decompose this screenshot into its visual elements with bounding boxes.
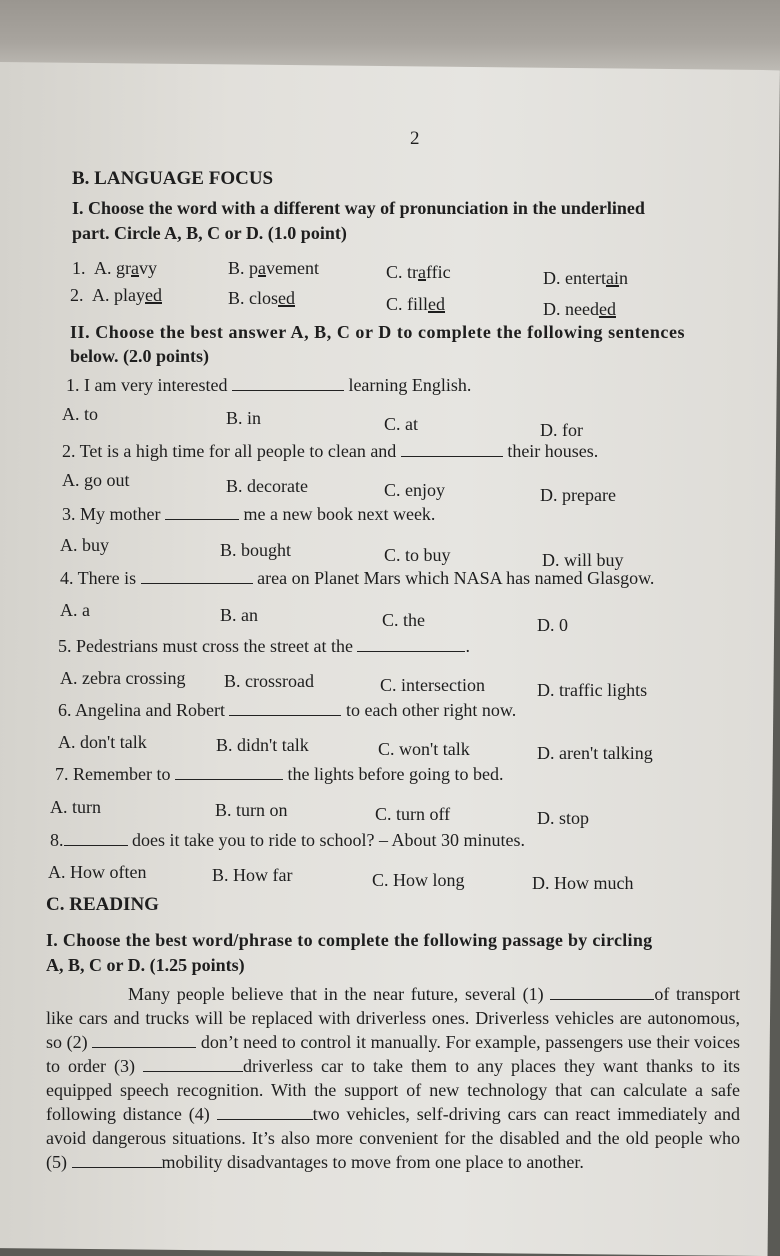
mc-q7-option-d[interactable]: D. stop	[537, 808, 590, 828]
mc-q4-option-d[interactable]: D. 0	[537, 615, 568, 635]
mc-q8-option-c[interactable]: C. How long	[372, 870, 465, 890]
pron-q1-option-d[interactable]: D. entertain	[543, 268, 628, 288]
passage-blank-4[interactable]	[217, 1105, 313, 1120]
mc-q5-option-a[interactable]: A. zebra crossing	[60, 668, 186, 688]
pron-q1-option-a[interactable]: A. gravy	[94, 258, 157, 278]
mc-q1-option-a[interactable]: A. to	[62, 404, 98, 424]
mc-q5-option-c[interactable]: C. intersection	[380, 675, 485, 695]
pron-q1-option-c[interactable]: C. traffic	[386, 262, 451, 282]
mc-q7-stem: 7. Remember to the lights before going to bed.	[55, 764, 504, 784]
mc-q2-blank[interactable]	[401, 442, 503, 457]
page-number: 2	[410, 128, 420, 149]
mc-q2-stem: 2. Tet is a high time for all people to clean and their houses.	[62, 441, 599, 461]
mc-q5-option-d[interactable]: D. traffic lights	[537, 680, 648, 700]
pron-q2-option-c[interactable]: C. filled	[386, 294, 446, 314]
mc-q2-option-b[interactable]: B. decorate	[226, 476, 308, 496]
mc-q6-option-b[interactable]: B. didn't talk	[216, 735, 309, 755]
mc-q5-stem: 5. Pedestrians must cross the street at the .	[58, 636, 470, 656]
mc-q4-blank[interactable]	[141, 569, 253, 584]
mc-q8-stem: 8. does it take you to ride to school? – About 30 minutes.	[50, 830, 525, 850]
mc-q3-blank[interactable]	[165, 505, 239, 520]
mc-q1-stem: 1. I am very interested learning English.	[66, 375, 472, 395]
pron-q2-option-d[interactable]: D. needed	[543, 299, 616, 319]
pron-q2-option-a[interactable]: A. played	[92, 285, 162, 305]
mc-q2-option-c[interactable]: C. enjoy	[384, 480, 445, 500]
mc-q3-option-b[interactable]: B. bought	[220, 540, 292, 560]
mc-q3-option-d[interactable]: D. will buy	[542, 550, 624, 570]
passage-blank-2[interactable]	[92, 1033, 196, 1048]
mc-q8-option-a[interactable]: A. How often	[48, 862, 147, 882]
reading-instruction-line1: I. Choose the best word/phrase to complete the following passage by circling	[46, 930, 653, 950]
mc-q6-blank[interactable]	[229, 701, 341, 716]
mc-q1-option-b[interactable]: B. in	[226, 408, 262, 428]
mc-q7-option-a[interactable]: A. turn	[50, 797, 101, 817]
mc-q7-option-b[interactable]: B. turn on	[215, 800, 288, 820]
mc-q4-option-a[interactable]: A. a	[60, 600, 90, 620]
mc-q5-option-b[interactable]: B. crossroad	[224, 671, 314, 691]
mc-q1-option-c[interactable]: C. at	[384, 414, 418, 434]
mc-q6-option-a[interactable]: A. don't talk	[58, 732, 147, 752]
section-b-title: B. LANGUAGE FOCUS	[72, 168, 274, 189]
part2-instruction-line1: II. Choose the best answer A, B, C or D to complete the following sentences	[70, 322, 686, 342]
mc-q3-option-a[interactable]: A. buy	[60, 535, 109, 555]
pron-q1-option-b[interactable]: B. pavement	[228, 258, 319, 278]
mc-q2-option-d[interactable]: D. prepare	[540, 485, 616, 505]
mc-q5-blank[interactable]	[357, 637, 465, 652]
mc-q6-option-c[interactable]: C. won't talk	[378, 739, 470, 759]
mc-q8-option-d[interactable]: D. How much	[532, 873, 634, 893]
mc-q3-option-c[interactable]: C. to buy	[384, 545, 451, 565]
mc-q4-option-b[interactable]: B. an	[220, 605, 258, 625]
mc-q4-stem: 4. There is area on Planet Mars which NASA has named Glasgow.	[60, 568, 655, 588]
mc-q4-option-c[interactable]: C. the	[382, 610, 425, 630]
part1-instruction-line2: part. Circle A, B, C or D. (1.0 point)	[72, 223, 347, 243]
pron-q2-option-b[interactable]: B. closed	[228, 288, 296, 308]
part2-instruction-line2: below. (2.0 points)	[70, 346, 210, 366]
passage-blank-1[interactable]	[550, 985, 654, 1000]
reading-passage: Many people believe that in the near future, several (1) of transport like cars and trucks will be replaced with driverless ones. Driverless vehicles are autonomous, so (2) don’t need to control it manually. For example, passengers use their voices to order (3) driverless car to take them to any places they want thanks to its equipped speech recognition. With the support of new technology that can calculate a safe following distance (4) two vehicles, self-driving cars can react immediately and avoid dangerous situations. It’s also more convenient for the disabled and the old people who (5) mobility disadvantages to move from one place to another.	[46, 984, 741, 1172]
passage-blank-3[interactable]	[143, 1057, 243, 1072]
mc-q8-blank[interactable]	[64, 831, 128, 846]
part1-instruction-line1: I. Choose the word with a different way of pronunciation in the underlined	[72, 198, 645, 218]
mc-q7-option-c[interactable]: C. turn off	[375, 804, 451, 824]
mc-q6-stem: 6. Angelina and Robert to each other right now.	[58, 700, 517, 720]
reading-instruction-line2: A, B, C or D. (1.25 points)	[46, 955, 245, 975]
mc-q8-option-b[interactable]: B. How far	[212, 865, 293, 885]
mc-q6-option-d[interactable]: D. aren't talking	[537, 743, 653, 763]
section-c-title: C. READING	[46, 894, 159, 915]
mc-q7-blank[interactable]	[175, 765, 283, 780]
pron-q2-number: 2.	[70, 285, 84, 305]
mc-q2-option-a[interactable]: A. go out	[62, 470, 130, 490]
mc-q1-blank[interactable]	[232, 376, 344, 391]
passage-blank-5[interactable]	[72, 1153, 162, 1168]
mc-q3-stem: 3. My mother me a new book next week.	[62, 504, 436, 524]
mc-q1-option-d[interactable]: D. for	[540, 420, 583, 440]
pron-q1-number: 1.	[72, 258, 86, 278]
